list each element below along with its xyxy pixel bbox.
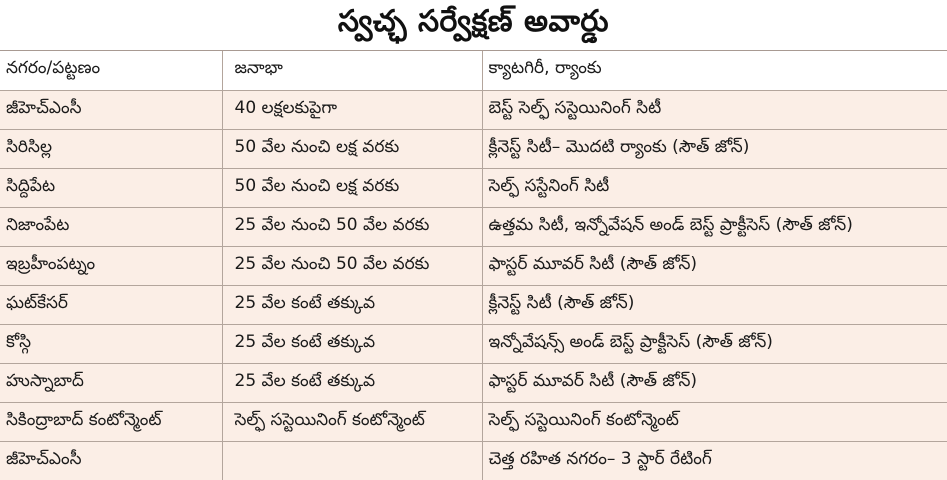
category-cell: క్లీనెస్ట్ సిటీ– మొదటి ర్యాంకు (సౌత్ జోన్)	[482, 129, 947, 168]
table-row	[0, 363, 947, 402]
table-row	[0, 441, 947, 480]
category-cell: ఉత్తమ సిటీ, ఇన్నోవేషన్ అండ్ బెస్ట్ ప్రాక్టీసెస్ (సౌత్ జోన్)	[482, 207, 947, 246]
population-cell: 25 వేల నుంచి 50 వేల వరకు	[222, 246, 482, 285]
city-cell: కోస్గి	[0, 324, 222, 363]
population-cell: సెల్ఫ్ సస్టెయినింగ్ కంటోన్మెంట్	[222, 402, 482, 441]
population-cell: 50 వేల నుంచి లక్ష వరకు	[222, 129, 482, 168]
header-population: జనాభా	[222, 51, 482, 90]
population-cell	[222, 441, 482, 480]
page-title: స్వచ్ఛ సర్వేక్షణ్ అవార్డు	[337, 4, 610, 39]
table-row	[0, 246, 947, 285]
city-cell: ఘట్‌కేసర్	[0, 285, 222, 324]
population-cell: 25 వేల కంటే తక్కువ	[222, 324, 482, 363]
city-cell: నిజాంపేట	[0, 207, 222, 246]
table-row	[0, 402, 947, 441]
table-header-row	[0, 51, 947, 90]
header-city: నగరం/పట్టణం	[0, 51, 222, 90]
category-cell: ఫాస్టర్ మూవర్ సిటీ (సౌత్ జోన్)	[482, 363, 947, 402]
city-cell: సిద్దిపేట	[0, 168, 222, 207]
city-cell: ఇబ్రహీంపట్నం	[0, 246, 222, 285]
table-row	[0, 324, 947, 363]
table-row	[0, 207, 947, 246]
population-cell: 40 లక్షలకుపైగా	[222, 90, 482, 129]
category-cell: క్లీనెస్ట్ సిటీ (సౌత్ జోన్)	[482, 285, 947, 324]
city-cell: హుస్నాబాద్	[0, 363, 222, 402]
title-band	[0, 0, 947, 51]
category-cell: చెత్త రహిత నగరం– 3 స్టార్ రేటింగ్	[482, 441, 947, 480]
table-row	[0, 285, 947, 324]
table-row	[0, 168, 947, 207]
category-cell: సెల్ఫ్ సస్టెయినింగ్ కంటోన్మెంట్	[482, 402, 947, 441]
city-cell: సికింద్రాబాద్ కంటోన్మెంట్	[0, 402, 222, 441]
population-cell: 25 వేల కంటే తక్కువ	[222, 285, 482, 324]
table-row	[0, 90, 947, 129]
city-cell: సిరిసిల్ల	[0, 129, 222, 168]
awards-table	[0, 51, 947, 480]
population-cell: 25 వేల కంటే తక్కువ	[222, 363, 482, 402]
table-row	[0, 129, 947, 168]
category-cell: బెస్ట్ సెల్ఫ్ సస్టెయినింగ్ సిటీ	[482, 90, 947, 129]
population-cell: 25 వేల నుంచి 50 వేల వరకు	[222, 207, 482, 246]
city-cell: జీహెచ్‌ఎంసీ	[0, 90, 222, 129]
city-cell: జీహెచ్‌ఎంసీ	[0, 441, 222, 480]
category-cell: ఫాస్టర్ మూవర్ సిటీ (సౌత్ జోన్)	[482, 246, 947, 285]
category-cell: ఇన్నోవేషన్స్ అండ్ బెస్ట్ ప్రాక్టీసెస్ (సౌత్ జోన్)	[482, 324, 947, 363]
category-cell: సెల్ఫ్ సస్టేనింగ్ సిటీ	[482, 168, 947, 207]
population-cell: 50 వేల నుంచి లక్ష వరకు	[222, 168, 482, 207]
header-category: క్యాటగిరీ, ర్యాంకు	[482, 51, 947, 90]
